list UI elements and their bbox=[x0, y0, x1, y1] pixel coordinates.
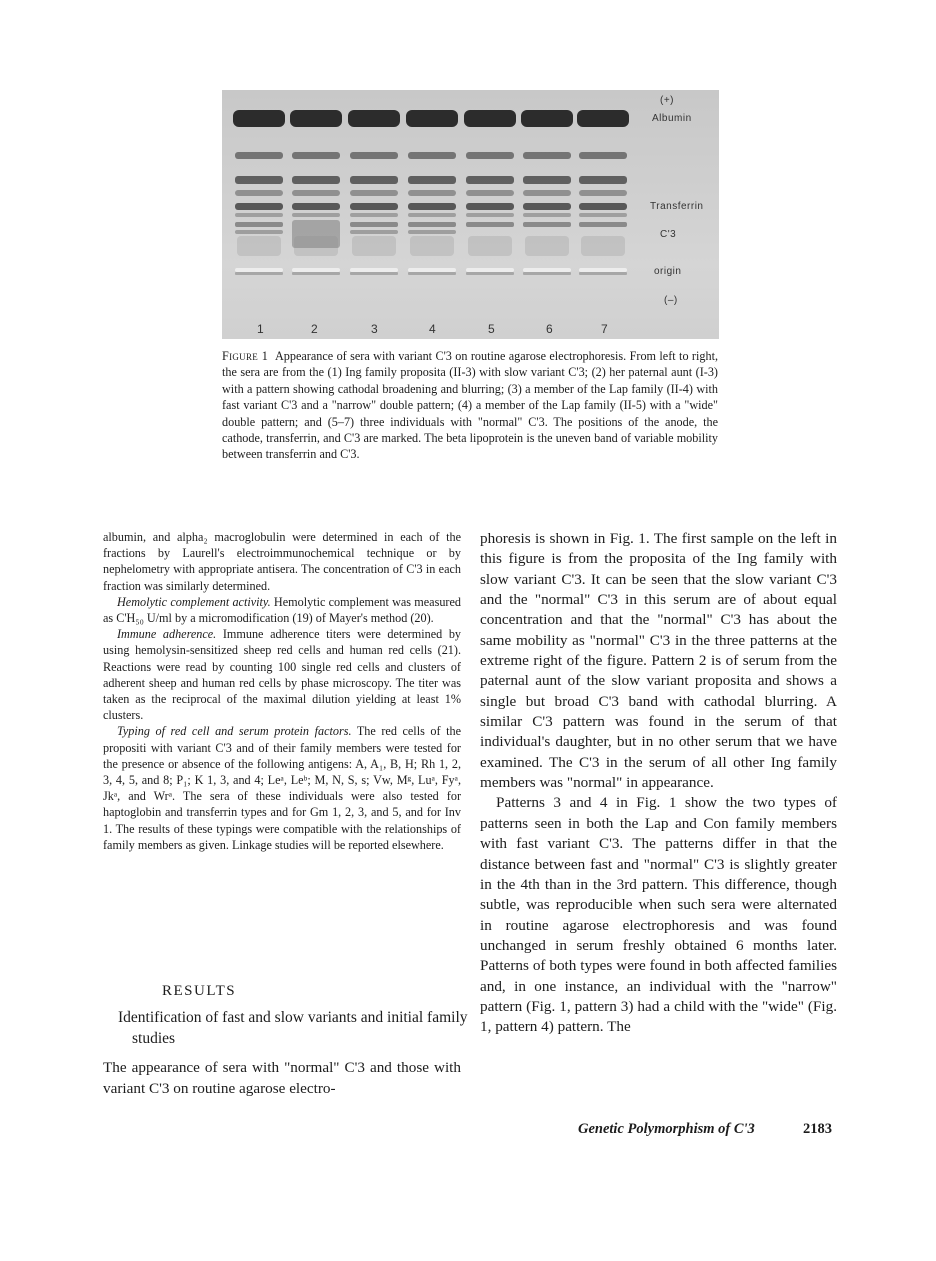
gel-band bbox=[233, 110, 285, 127]
figure-caption bbox=[222, 348, 718, 463]
albumin-label: Albumin bbox=[652, 113, 692, 124]
c3-label: C'3 bbox=[660, 229, 677, 240]
gel-band bbox=[468, 236, 512, 256]
gel-band bbox=[579, 190, 627, 196]
gel-band bbox=[410, 236, 454, 256]
gel-band bbox=[350, 268, 398, 272]
paragraph bbox=[103, 594, 461, 626]
gel-band bbox=[408, 272, 456, 275]
gel-band bbox=[408, 190, 456, 196]
subsection-heading: Identification of fast and slow variants and initial family studies bbox=[118, 1009, 468, 1047]
gel-band bbox=[408, 222, 456, 227]
gel-band bbox=[581, 236, 625, 256]
gel-band bbox=[350, 190, 398, 196]
gel-band bbox=[579, 272, 627, 275]
gel-band bbox=[579, 152, 627, 159]
gel-band bbox=[350, 213, 398, 217]
origin-label: origin bbox=[654, 266, 682, 277]
lane-number: 5 bbox=[488, 322, 495, 336]
paragraph-text: Immune adherence titers were determined by using hemolysin-sensitized sheep red cells and human red cells (21). Reactions were read by counting 100 single red cells and clusters of adherent sheep and human red cells by phase microscopy. The titer was taken as the reciprocal of the maximal dilution yielding at least 1% clusters. bbox=[103, 627, 462, 723]
lane-number: 7 bbox=[601, 322, 608, 336]
gel-band bbox=[525, 236, 569, 256]
gel-band bbox=[237, 236, 281, 256]
transferrin-label: Transferrin bbox=[650, 201, 704, 212]
lane-number: 3 bbox=[371, 322, 378, 336]
gel-band bbox=[235, 190, 283, 196]
paragraph-text: The red cells of the propositi with variant C'3 and of their family members were tested for the presence or absence of the following antigens: A, A₁, B, H; Rh 1, 2, 3, 4, 5, and 8; P₁; K 1, 3, and 4; Leᵃ, Leᵇ; M, N, S, s; Vw, Mᵍ, Luᵃ, Fyᵃ, Jkᵃ, and Wrᵃ. The sera of these individuals were also tested for haptoglobin and transferrin types and for Gm 1, 2, 3, and 5, and for Inv 1. The results of these typings were compatible with the relationships of family members as given. Linkage studies will be reported elsewhere. bbox=[103, 724, 461, 852]
gel-band bbox=[350, 176, 398, 184]
gel-band bbox=[292, 203, 340, 210]
gel-band bbox=[466, 203, 514, 210]
gel-band bbox=[235, 176, 283, 184]
run-in-heading: Typing of red cell and serum protein factors. bbox=[117, 724, 352, 739]
gel-band bbox=[235, 152, 283, 159]
gel-band bbox=[408, 268, 456, 272]
gel-band bbox=[466, 190, 514, 196]
gel-band bbox=[350, 230, 398, 234]
gel-band bbox=[523, 268, 571, 272]
lane-number: 6 bbox=[546, 322, 553, 336]
gel-band bbox=[294, 236, 338, 256]
gel-band bbox=[523, 203, 571, 210]
gel-band bbox=[292, 272, 340, 275]
gel-band bbox=[350, 222, 398, 227]
gel-band bbox=[406, 110, 458, 127]
gel-band bbox=[466, 272, 514, 275]
left-column bbox=[103, 529, 461, 853]
run-in-heading: Hemolytic complement activity. bbox=[117, 594, 271, 609]
gel-band bbox=[579, 268, 627, 272]
gel-band bbox=[235, 272, 283, 275]
lane-number: 4 bbox=[429, 322, 436, 336]
running-title: Genetic Polymorphism of C'3 bbox=[578, 1121, 755, 1137]
lane-number: 1 bbox=[257, 322, 264, 336]
gel-band bbox=[235, 230, 283, 234]
paragraph-text: Hemolytic complement was measured as C'H₅₀ U/ml by a micromodification (19) of Mayer's method (20). bbox=[103, 594, 461, 626]
gel-band bbox=[235, 203, 283, 210]
paragraph: phoresis is shown in Fig. 1. The first sample on the left in this figure is from the proposita of the Ing family with slow variant C'3. It can be seen that the slow variant C'3 and the "normal" C'3 in this serum are of about equal concentration and that the "normal" C'3 has about the same mobility as "normal" C'3 in the three patterns at the extreme right of the figure. Pattern 2 is of serum from the paternal aunt of the slow variant proposita and shows a single but broad C'3 band with cathodal blurring. A similar C'3 pattern was found in the serum of that individual's daughter, but in no other serum that we have examined. The C'3 in the serum of all other Ing family members was "normal" in appearance. bbox=[480, 530, 837, 792]
gel-band bbox=[292, 152, 340, 159]
anode-label: (+) bbox=[660, 95, 674, 106]
gel-band bbox=[523, 222, 571, 227]
run-in-heading: Immune adherence. bbox=[117, 627, 217, 642]
gel-band bbox=[523, 176, 571, 184]
paragraph bbox=[103, 723, 461, 853]
gel-band bbox=[408, 152, 456, 159]
gel-band bbox=[350, 272, 398, 275]
gel-band bbox=[521, 110, 573, 127]
gel-band bbox=[408, 203, 456, 210]
paragraph: The appearance of sera with "normal" C'3 and those with variant C'3 on routine agarose electro- bbox=[103, 1059, 461, 1097]
right-column bbox=[480, 529, 837, 1038]
gel-band bbox=[352, 236, 396, 256]
caption-label: Figure 1 bbox=[222, 349, 269, 363]
gel-band bbox=[579, 203, 627, 210]
gel-band bbox=[408, 230, 456, 234]
gel-band bbox=[350, 152, 398, 159]
gel-band bbox=[235, 222, 283, 227]
paragraph bbox=[103, 626, 461, 723]
caption-text: Appearance of sera with variant C'3 on routine agarose electrophoresis. From left to right, the sera are from the (1) Ing family proposita (II-3) with slow variant C'3; (2) her paternal aunt (I-3) with a pattern showing cathodal broadening and blurring; (3) a member of the Lap family (II-4) with fast variant C'3 and a "narrow" double pattern; (4) a member of the Lap family (II-5) with a "wide" double pattern; and (5–7) three individuals with "normal" C'3. The positions of the anode, the cathode, transferrin, and C'3 are marked. The beta lipoprotein is the uneven band of variable mobility between transferrin and C'3. bbox=[222, 349, 719, 462]
gel-band bbox=[579, 213, 627, 217]
gel-band bbox=[579, 222, 627, 227]
cathode-label: (–) bbox=[664, 295, 678, 306]
gel-band bbox=[292, 268, 340, 272]
gel-band bbox=[348, 110, 400, 127]
gel-band bbox=[235, 268, 283, 272]
gel-band bbox=[523, 213, 571, 217]
gel-band bbox=[350, 203, 398, 210]
gel-band bbox=[466, 213, 514, 217]
gel-band bbox=[464, 110, 516, 127]
gel-band bbox=[523, 272, 571, 275]
gel-band bbox=[292, 213, 340, 217]
paragraph: albumin, and alpha₂ macroglobulin were determined in each of the fractions by Laurell's electroimmunochemical technique or by nephelometry with appropriate antisera. The concentration of C'3 in each fraction was similarly determined. bbox=[103, 530, 461, 593]
page-number: 2183 bbox=[803, 1121, 832, 1137]
lane-number: 2 bbox=[311, 322, 318, 336]
gel-bands bbox=[222, 90, 719, 339]
gel-band bbox=[466, 268, 514, 272]
gel-band bbox=[292, 176, 340, 184]
gel-band bbox=[290, 110, 342, 127]
gel-band bbox=[408, 176, 456, 184]
paragraph: Patterns 3 and 4 in Fig. 1 show the two types of patterns seen in both the Lap and Con family members with fast variant C'3. The patterns differ in that the distance between fast and "normal" C'3 is slightly greater in the 4th than in the 3rd pattern. This difference, though subtle, was reproducible when such sera were alternated in routine agarose electrophoresis and was found unchanged in serum freshly obtained 6 months later. Patterns of both types were found in both affected families and, in one instance, an individual with the "narrow" pattern (Fig. 1, pattern 3) had a child with the "wide" (Fig. 1, pattern 4) pattern. The bbox=[480, 794, 837, 1036]
gel-band bbox=[523, 152, 571, 159]
gel-band bbox=[292, 190, 340, 196]
gel-band bbox=[579, 176, 627, 184]
gel-band bbox=[466, 152, 514, 159]
electrophoresis-gel-photo bbox=[222, 90, 719, 339]
gel-band bbox=[466, 222, 514, 227]
gel-band bbox=[408, 213, 456, 217]
gel-band bbox=[577, 110, 629, 127]
gel-band bbox=[235, 213, 283, 217]
gel-band bbox=[466, 176, 514, 184]
section-heading: RESULTS bbox=[162, 983, 237, 999]
gel-band bbox=[523, 190, 571, 196]
